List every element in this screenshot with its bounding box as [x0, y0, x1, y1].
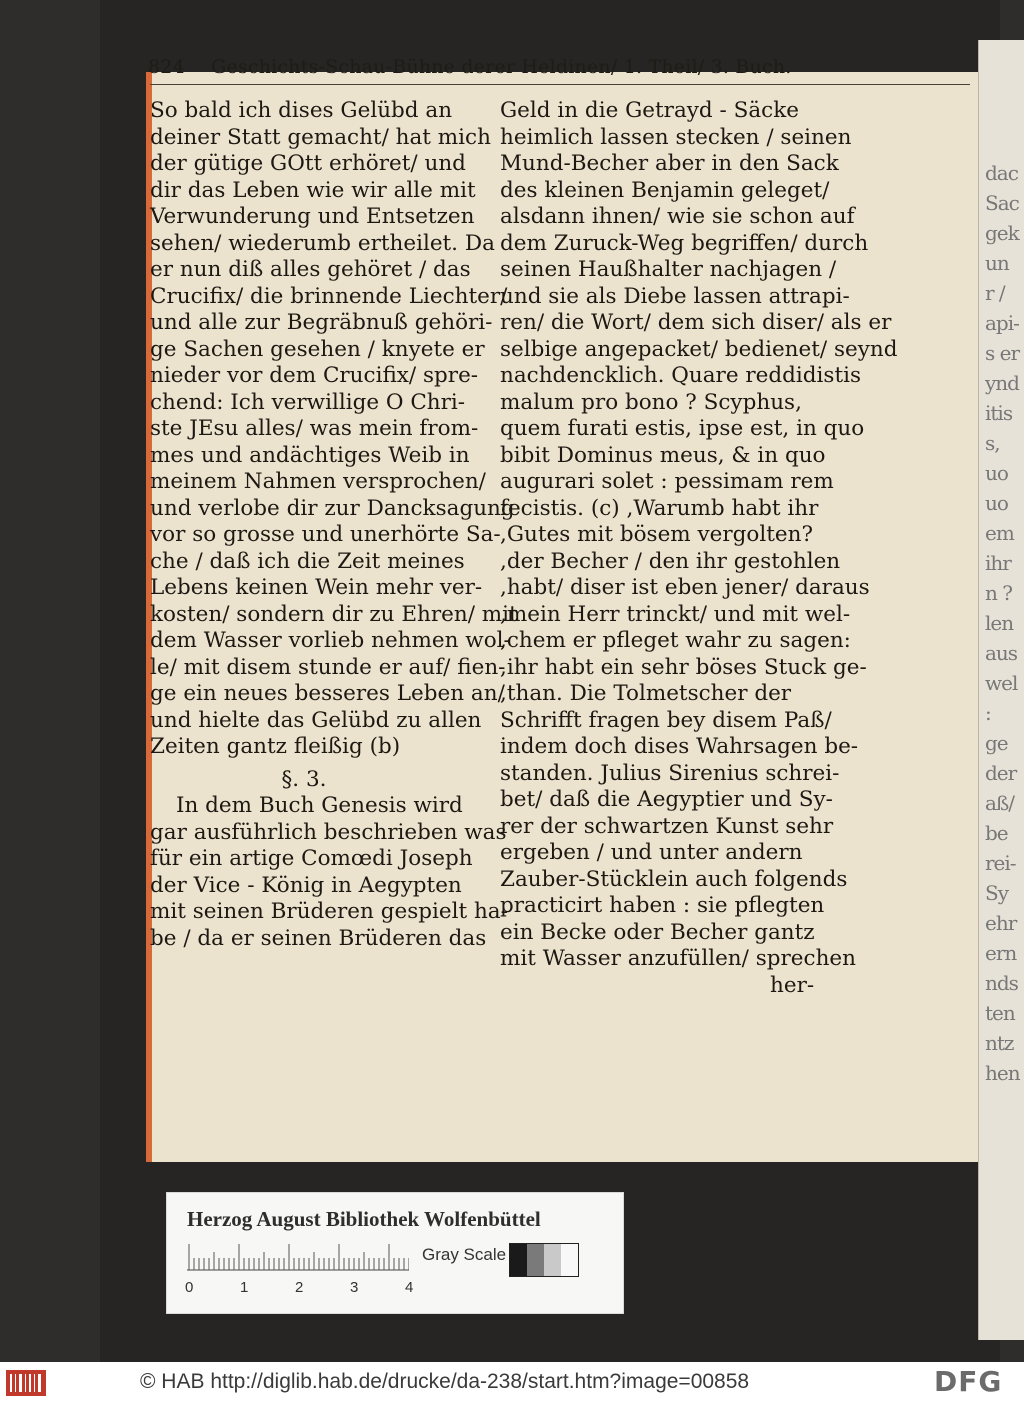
running-header — [148, 56, 968, 78]
text-line: und verlobe dir zur Dancksagung — [150, 495, 515, 521]
gray-swatch — [544, 1244, 561, 1276]
text-line: dir das Leben wie wir alle mit — [150, 177, 476, 203]
text-line: ,than. Die Tolmetscher der — [500, 681, 792, 706]
gray-swatch — [510, 1244, 527, 1276]
text-line: ,habt/ diser ist eben jener/ daraus — [500, 575, 870, 600]
text-line: gar ausführlich beschrieben was — [150, 819, 507, 845]
text-line: ,chem er pfleget wahr zu sagen: — [500, 628, 851, 653]
text-line: bibit Dominus meus, & in quo — [500, 442, 826, 468]
text-line: nieder vor dem Crucifix/ spre- — [150, 363, 479, 388]
running-title: Geschichts-Schau-Bühne derer Heldinen/ 1. Theil/ 3. Buch. — [211, 56, 792, 78]
ruler-number: 3 — [350, 1279, 359, 1296]
footer-bar — [0, 1362, 1024, 1403]
header-rule — [150, 84, 970, 85]
text-line: für ein artige Comœdi Joseph — [150, 846, 473, 871]
text-line: malum pro bono ? Scyphus, — [500, 389, 802, 415]
text-line: ste JEsu alles/ was mein from- — [150, 416, 479, 441]
text-line: des kleinen Benjamin geleget/ — [500, 177, 830, 203]
text-line: mit Wasser anzufüllen/ sprechen — [500, 946, 856, 971]
text-line: und alle zur Begräbnuß gehöri- — [150, 310, 493, 335]
page-number: 824 — [148, 56, 185, 78]
text-line: Verwunderung und Entsetzen — [150, 204, 475, 229]
ruler-number: 4 — [405, 1279, 414, 1296]
copyright-link[interactable]: © HAB http://diglib.hab.de/drucke/da-238/start.htm?image=00858 — [140, 1370, 750, 1393]
text-line: ge ein neues besseres Leben an/ — [150, 681, 505, 706]
text-line: practicirt haben : sie pflegten — [500, 893, 825, 918]
text-line: chend: Ich verwillige O Chri- — [150, 389, 466, 415]
text-line: nachdencklich. Quare reddidistis — [500, 363, 862, 388]
text-line: heimlich lassen stecken / seinen — [500, 124, 852, 150]
left-column — [150, 98, 518, 952]
text-line: mit seinen Brüderen gespielt ha- — [150, 899, 508, 924]
text-line: le/ mit disem stunde er auf/ fien- — [150, 654, 506, 680]
text-line: ergeben / und unter andern — [500, 840, 803, 865]
section-mark: §. 3. — [281, 766, 327, 792]
gray-swatch — [561, 1244, 578, 1276]
text-line: dem Zuruck-Weg begriffen/ durch — [500, 230, 869, 256]
library-name: Herzog August Bibliothek Wolfenbüttel — [187, 1207, 541, 1231]
text-line: quem furati estis, ipse est, in quo — [500, 416, 865, 441]
text-line: In dem Buch Genesis wird — [176, 793, 463, 818]
gray-scale-swatches — [509, 1243, 579, 1277]
text-line: seinen Haußhalter nachjagen / — [500, 257, 837, 282]
text-line: ein Becke oder Becher gantz — [500, 919, 815, 945]
text-line: Schrifft fragen bey disem Paß/ — [500, 707, 832, 733]
gray-swatch — [527, 1244, 544, 1276]
text-line: Mund-Becher aber in den Sack — [500, 151, 839, 176]
text-line: rer der schwartzen Kunst sehr — [500, 813, 834, 839]
dfg-logo: DFG — [934, 1365, 1003, 1398]
text-line: ,ihr habt ein sehr böses Stuck ge- — [500, 654, 867, 680]
hab-barcode-icon — [6, 1368, 46, 1398]
text-line: So bald ich dises Gelübd an — [150, 98, 453, 123]
gray-scale-label: Gray Scale — [422, 1245, 507, 1264]
text-line: Geld in die Getrayd - Säcke — [500, 98, 799, 123]
text-line: Zeiten gantz fleißig (b) — [150, 734, 401, 759]
ruler-scale — [187, 1241, 409, 1271]
ruler-number: 1 — [240, 1279, 249, 1296]
text-line: deiner Statt gemacht/ hat mich — [150, 124, 491, 150]
text-line: und sie als Diebe lassen attrapi- — [500, 283, 850, 309]
adjacent-page-bleed: dac Sac gek un r / api- s er ynd itis s, uo uo em ihr n ? len aus wel : ge der aß/ be rei- Sy ehr ern nds ten ntz hen — [985, 161, 1020, 1085]
text-line: augurari solet : pessimam rem — [500, 469, 834, 494]
text-line: dem Wasser vorlieb nehmen wol- — [150, 628, 511, 653]
ruler-number: 0 — [185, 1279, 194, 1296]
text-line: ge Sachen gesehen / knyete er — [150, 336, 485, 362]
text-line: bet/ daß die Aegyptier und Sy- — [500, 787, 833, 812]
text-line: er nun diß alles gehöret / das — [150, 257, 471, 282]
library-color-card — [166, 1192, 624, 1314]
right-column — [500, 98, 898, 999]
text-line: meinem Nahmen versprochen/ — [150, 469, 486, 494]
text-line: kosten/ sondern dir zu Ehren/ mit — [150, 601, 518, 627]
text-line: be / da er seinen Brüderen das — [150, 925, 487, 951]
text-line: ren/ die Wort/ dem sich diser/ als er — [500, 310, 892, 335]
text-line: sehen/ wiederumb ertheilet. Da — [150, 230, 495, 256]
text-line: ,der Becher / den ihr gestohlen — [500, 548, 841, 574]
text-line: der gütige GOtt erhöret/ und — [150, 151, 466, 176]
ruler-number: 2 — [295, 1279, 304, 1296]
text-line: der Vice - König in Aegypten — [150, 872, 462, 898]
text-line: mes und andächtiges Weib in — [150, 442, 470, 468]
text-line: standen. Julius Sirenius schrei- — [500, 760, 840, 786]
text-line: Lebens keinen Wein mehr ver- — [150, 575, 483, 600]
catchword: her- — [770, 972, 815, 998]
text-line: Crucifix/ die brinnende Liechter/ — [150, 283, 508, 309]
adjacent-page-edge — [978, 40, 1024, 1340]
text-line: selbige angepacket/ bedienet/ seynd — [500, 336, 898, 362]
text-line: ,mein Herr trinckt/ und mit wel- — [500, 601, 851, 627]
text-line: und hielte das Gelübd zu allen — [150, 707, 482, 733]
text-line: Zauber-Stücklein auch folgends — [500, 866, 848, 892]
text-line: alsdann ihnen/ wie sie schon auf — [500, 204, 855, 229]
text-line: ,Gutes mit bösem vergolten? — [500, 522, 813, 547]
text-line: indem doch dises Wahrsagen be- — [500, 734, 859, 759]
text-line: fecistis. (c) ,Warumb habt ihr — [500, 495, 819, 521]
text-line: vor so grosse und unerhörte Sa- — [150, 522, 501, 547]
text-line: che / daß ich die Zeit meines — [150, 548, 465, 574]
